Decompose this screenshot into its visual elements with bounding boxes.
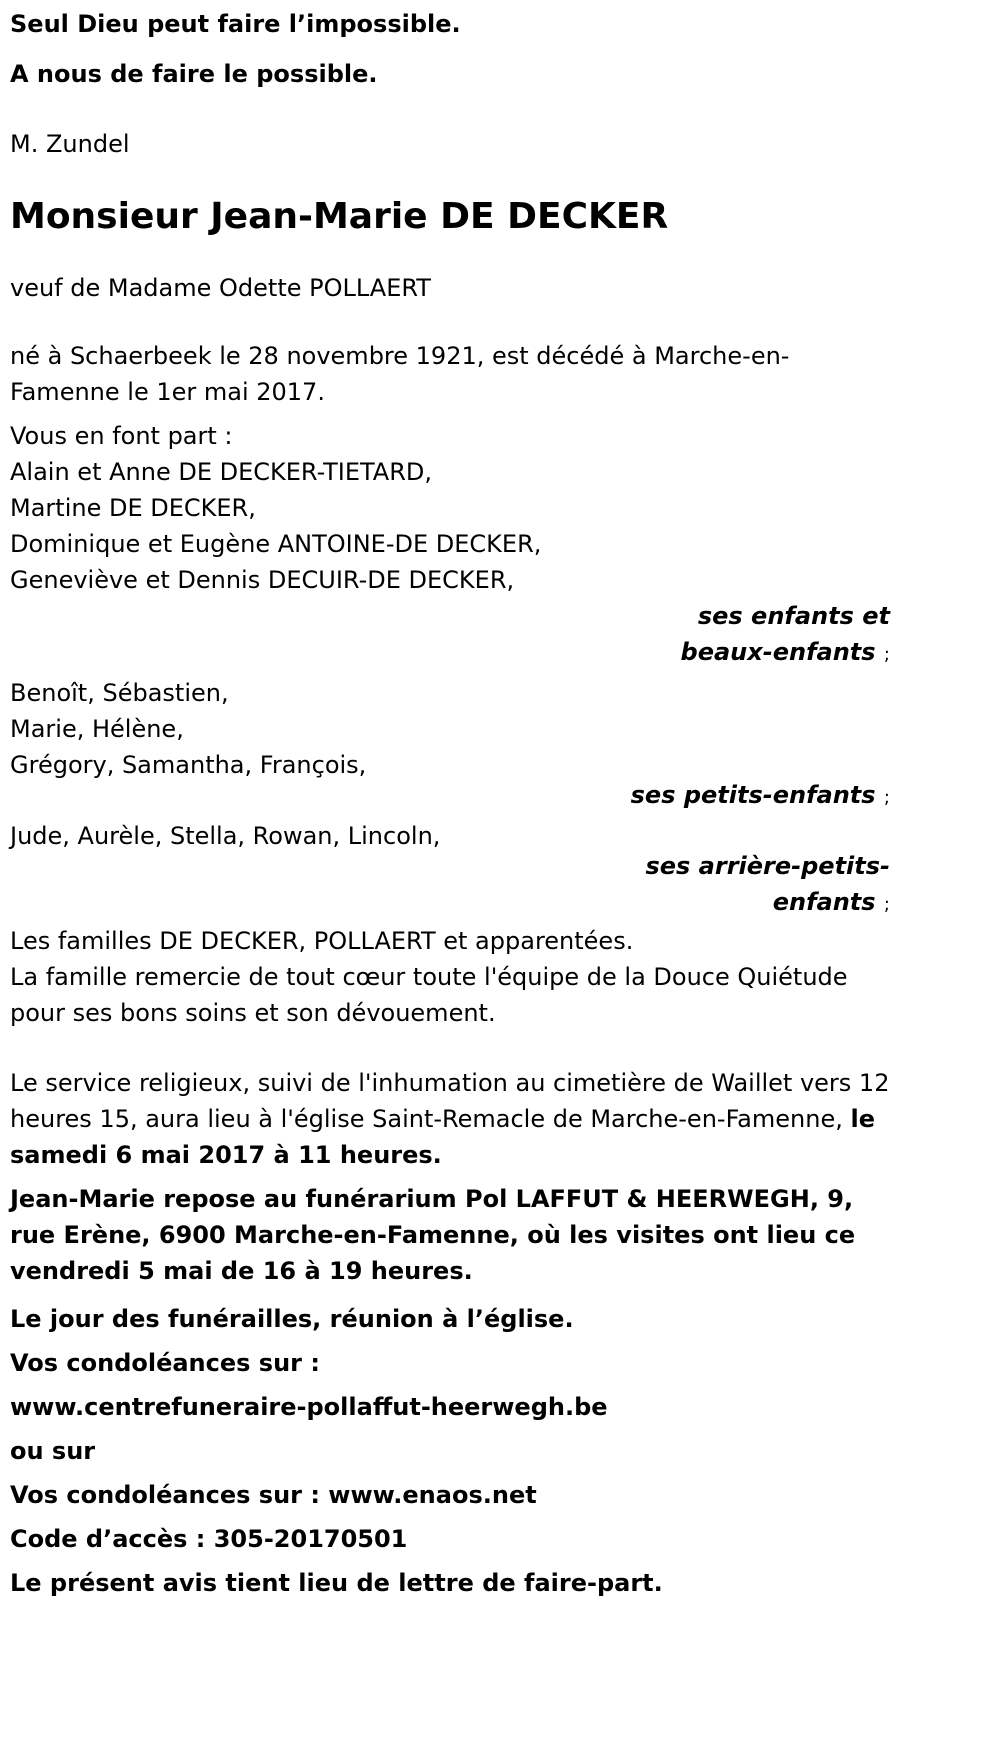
children-role	[10, 598, 890, 673]
great-grandchildren-role-line-2: enfants	[772, 888, 876, 916]
thanks-text: La famille remercie de tout cœur toute l'équipe de la Douce Quiétude pour ses bons soins et son dévouement.	[10, 963, 848, 1027]
families-line: Les familles DE DECKER, POLLAERT et apparentées.	[10, 927, 634, 955]
list-item: Jude, Aurèle, Stella, Rowan, Lincoln,	[10, 822, 441, 850]
meeting-text: Le jour des funérailles, réunion à l’église.	[10, 1305, 574, 1333]
grandchildren-list	[10, 675, 890, 783]
great-grandchildren-role-line-1: ses arrière-petits-	[645, 852, 890, 880]
semicolon: ;	[883, 787, 890, 808]
quote-line-2: A nous de faire le possible.	[10, 60, 378, 88]
list-item: Geneviève et Dennis DECUIR-DE DECKER,	[10, 566, 515, 594]
quote-line-1: Seul Dieu peut faire l’impossible.	[10, 10, 461, 38]
condolences-url[interactable]: www.centrefuneraire-pollaffut-heerwegh.be	[10, 1393, 608, 1421]
list-item: Benoît, Sébastien,	[10, 679, 229, 707]
children-role-line-2: beaux-enfants	[680, 638, 876, 666]
great-grandchildren-role	[10, 848, 890, 923]
or-on-text: ou sur	[10, 1437, 96, 1465]
access-code: Code d’accès : 305-20170501	[10, 1525, 408, 1553]
death-notice	[10, 4, 890, 1603]
grandchildren-role-label: ses petits-enfants	[630, 781, 876, 809]
semicolon: ;	[883, 644, 890, 665]
birth-death-text: né à Schaerbeek le 28 novembre 1921, est décédé à Marche-en-Famenne le 1er mai 2017.	[10, 342, 790, 406]
service-text: Le service religieux, suivi de l'inhumation au cimetière de Waillet vers 12 heures 15, aura lieu à l'église Saint-Remacle de Marche-en-Famenne,	[10, 1069, 890, 1133]
list-item: Marie, Hélène,	[10, 715, 184, 743]
condolences-enaos[interactable]: Vos condoléances sur : www.enaos.net	[10, 1481, 537, 1509]
funerarium-text: Jean-Marie repose au funérarium Pol LAFFUT & HEERWEGH, 9, rue Erène, 6900 Marche-en-Famenne, où les visites ont lieu ce vendredi 5 mai de 16 à 19 heures.	[10, 1185, 856, 1285]
service-paragraph	[10, 1065, 890, 1173]
semicolon: ;	[883, 894, 890, 915]
service-date: le samedi 6 mai 2017 à 11 heures.	[10, 1105, 875, 1169]
children-role-line-1: ses enfants et	[697, 602, 890, 630]
announce-intro: Vous en font part :	[10, 422, 233, 450]
list-item: Dominique et Eugène ANTOINE-DE DECKER,	[10, 530, 542, 558]
children-list	[10, 454, 890, 598]
closing-text: Le présent avis tient lieu de lettre de faire-part.	[10, 1569, 663, 1597]
list-item: Martine DE DECKER,	[10, 494, 256, 522]
list-item: Alain et Anne DE DECKER-TIETARD,	[10, 458, 432, 486]
condolences-label: Vos condoléances sur :	[10, 1349, 320, 1377]
list-item: Grégory, Samantha, François,	[10, 751, 367, 779]
widower-line: veuf de Madame Odette POLLAERT	[10, 274, 431, 302]
deceased-name: Monsieur Jean-Marie DE DECKER	[10, 196, 669, 237]
quote-author: M. Zundel	[10, 130, 130, 158]
